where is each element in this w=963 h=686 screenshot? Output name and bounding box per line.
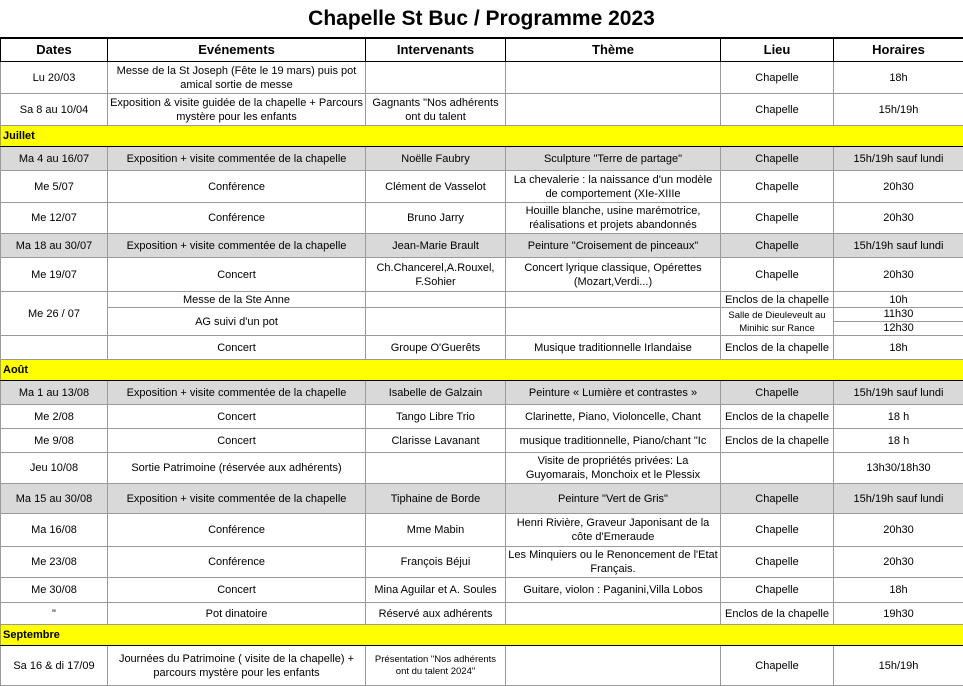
cell-speaker: Tiphaine de Borde [366,484,506,514]
cell-speaker: Groupe O'Guerêts [366,336,506,360]
section-label: Juillet [1,126,963,147]
table-row [1,429,963,453]
cell-date: Lu 20/03 [1,62,108,94]
cell-date: Me 19/07 [1,258,108,292]
cell-theme: Peinture "Croisement de pinceaux" [506,234,721,258]
cell-place: Chapelle [721,203,834,234]
table-row [1,484,963,514]
cell-theme: Sculpture "Terre de partage" [506,147,721,171]
cell-place: Chapelle [721,547,834,578]
cell-theme [506,62,721,94]
cell-place: Chapelle [721,171,834,203]
cell-time: 18 h [834,429,963,453]
cell-place: Chapelle [721,514,834,547]
programme-table [0,38,963,686]
cell-time: 20h30 [834,258,963,292]
cell-date: Me 12/07 [1,203,108,234]
cell-event: Concert [108,336,366,360]
cell-date: Me 9/08 [1,429,108,453]
cell-time: 11h30 [834,308,963,322]
cell-event: Concert [108,258,366,292]
cell-time: 10h [834,292,963,308]
cell-theme: musique traditionnelle, Piano/chant "Ic [506,429,721,453]
cell-place: Chapelle [721,94,834,126]
cell-event: Exposition + visite commentée de la chapelle [108,381,366,405]
cell-time: 15h/19h sauf lundi [834,147,963,171]
table-row [1,94,963,126]
cell-theme [506,603,721,625]
cell-event: Pot dinatoire [108,603,366,625]
cell-event: Journées du Patrimoine ( visite de la chapelle) + parcours mystère pour les enfants [108,646,366,686]
cell-speaker: Clarisse Lavanant [366,429,506,453]
cell-date: Sa 8 au 10/04 [1,94,108,126]
cell-event: AG suivi d'un pot [108,308,366,336]
cell-date: Ma 18 au 30/07 [1,234,108,258]
cell-event: Conférence [108,547,366,578]
table-row [1,203,963,234]
cell-time: 15h/19h sauf lundi [834,381,963,405]
table-row [1,292,963,308]
page-title: Chapelle St Buc / Programme 2023 [0,0,963,38]
cell-time: 18h [834,578,963,603]
cell-event: Exposition + visite commentée de la chapelle [108,234,366,258]
cell-place: Enclos de la chapelle [721,336,834,360]
cell-time: 20h30 [834,171,963,203]
table-row [1,234,963,258]
cell-time-split [834,308,963,336]
cell-place: Enclos de la chapelle [721,292,834,308]
cell-theme: Guitare, violon : Paganini,Villa Lobos [506,578,721,603]
cell-date: Me 30/08 [1,578,108,603]
cell-theme [506,646,721,686]
cell-time: 18h [834,62,963,94]
header-row [1,39,963,62]
cell-time: 18h [834,336,963,360]
cell-theme: Les Minquiers ou le Renoncement de l'Etat Français. [506,547,721,578]
cell-date: Me 23/08 [1,547,108,578]
cell-date: Me 5/07 [1,171,108,203]
cell-speaker: Gagnants "Nos adhérents ont du talent [366,94,506,126]
cell-date: Ma 4 au 16/07 [1,147,108,171]
cell-event: Concert [108,578,366,603]
cell-time: 20h30 [834,514,963,547]
cell-theme [506,94,721,126]
cell-place: Chapelle [721,381,834,405]
cell-place: Chapelle [721,62,834,94]
cell-theme: Henri Rivière, Graveur Japonisant de la côte d'Emeraude [506,514,721,547]
section-label: Août [1,360,963,381]
cell-place: Enclos de la chapelle [721,603,834,625]
cell-time: 15h/19h [834,646,963,686]
cell-time: 13h30/18h30 [834,453,963,484]
header-theme: Thème [506,39,721,62]
table-row [1,258,963,292]
header-speakers: Intervenants [366,39,506,62]
cell-time: 19h30 [834,603,963,625]
cell-theme: La chevalerie : la naissance d'un modèle de comportement (XIe-XIIIe [506,171,721,203]
cell-event: Messe de la St Joseph (Fête le 19 mars) puis pot amical sortie de messe [108,62,366,94]
cell-speaker [366,308,506,336]
cell-date: Ma 15 au 30/08 [1,484,108,514]
cell-time: 15h/19h sauf lundi [834,234,963,258]
table-row [1,171,963,203]
cell-place: Chapelle [721,147,834,171]
cell-place: Salle de Dieuleveult au Minihic sur Rance [721,308,834,336]
cell-date: Jeu 10/08 [1,453,108,484]
cell-theme: Concert lyrique classique, Opérettes (Mozart,Verdi...) [506,258,721,292]
cell-event: Concert [108,429,366,453]
cell-place: Chapelle [721,484,834,514]
table-row [1,336,963,360]
cell-place [721,453,834,484]
cell-speaker: Isabelle de Galzain [366,381,506,405]
table-row [1,453,963,484]
cell-theme: Peinture « Lumière et contrastes » [506,381,721,405]
cell-event: Conférence [108,514,366,547]
cell-place: Chapelle [721,258,834,292]
cell-speaker: Ch.Chancerel,A.Rouxel, F.Sohier [366,258,506,292]
section-row-juillet [1,126,963,147]
cell-speaker: Jean-Marie Brault [366,234,506,258]
cell-place: Enclos de la chapelle [721,429,834,453]
cell-theme [506,308,721,336]
header-events: Evénements [108,39,366,62]
table-row [1,381,963,405]
cell-speaker: Mina Aguilar et A. Soules [366,578,506,603]
cell-time-second: 12h30 [834,322,963,335]
table-row [1,547,963,578]
cell-theme: Visite de propriétés privées: La Guyomarais, Monchoix et le Plessix [506,453,721,484]
cell-event: Messe de la Ste Anne [108,292,366,308]
section-row-aout [1,360,963,381]
cell-event: Conférence [108,171,366,203]
cell-event: Conférence [108,203,366,234]
cell-date: Me 2/08 [1,405,108,429]
cell-speaker: Réservé aux adhérents [366,603,506,625]
cell-place: Chapelle [721,234,834,258]
cell-date: Sa 16 & di 17/09 [1,646,108,686]
header-place: Lieu [721,39,834,62]
cell-date: Ma 16/08 [1,514,108,547]
cell-date: Me 26 / 07 [1,292,108,336]
cell-event: Exposition & visite guidée de la chapelle + Parcours mystère pour les enfants [108,94,366,126]
section-row-septembre [1,625,963,646]
header-dates: Dates [1,39,108,62]
cell-event: Concert [108,405,366,429]
cell-event: Exposition + visite commentée de la chapelle [108,147,366,171]
cell-speaker: François Béjui [366,547,506,578]
cell-place: Enclos de la chapelle [721,405,834,429]
cell-speaker: Bruno Jarry [366,203,506,234]
cell-event: Sortie Patrimoine (réservée aux adhérents) [108,453,366,484]
table-row [1,62,963,94]
cell-speaker: Présentation "Nos adhérents ont du talent 2024" [366,646,506,686]
cell-theme: Houille blanche, usine marémotrice, réalisations et projets abandonnés [506,203,721,234]
cell-speaker: Tango Libre Trio [366,405,506,429]
cell-theme: Clarinette, Piano, Violoncelle, Chant [506,405,721,429]
cell-speaker: Noëlle Faubry [366,147,506,171]
cell-event: Exposition + visite commentée de la chapelle [108,484,366,514]
table-row [1,646,963,686]
cell-time: 15h/19h sauf lundi [834,484,963,514]
table-row [1,603,963,625]
table-row [1,514,963,547]
cell-place: Chapelle [721,578,834,603]
cell-speaker: Clément de Vasselot [366,171,506,203]
cell-speaker: Mme Mabin [366,514,506,547]
cell-speaker [366,453,506,484]
cell-place: Chapelle [721,646,834,686]
table-row [1,405,963,429]
cell-time: 15h/19h [834,94,963,126]
section-label: Septembre [1,625,963,646]
cell-date [1,336,108,360]
cell-time: 20h30 [834,203,963,234]
header-times: Horaires [834,39,963,62]
cell-time: 20h30 [834,547,963,578]
cell-speaker [366,62,506,94]
cell-date: " [1,603,108,625]
cell-time: 18 h [834,405,963,429]
cell-theme: Musique traditionnelle Irlandaise [506,336,721,360]
cell-date: Ma 1 au 13/08 [1,381,108,405]
cell-theme [506,292,721,308]
cell-theme: Peinture "Vert de Gris" [506,484,721,514]
cell-speaker [366,292,506,308]
table-row [1,147,963,171]
table-row [1,578,963,603]
table-row [1,308,963,336]
